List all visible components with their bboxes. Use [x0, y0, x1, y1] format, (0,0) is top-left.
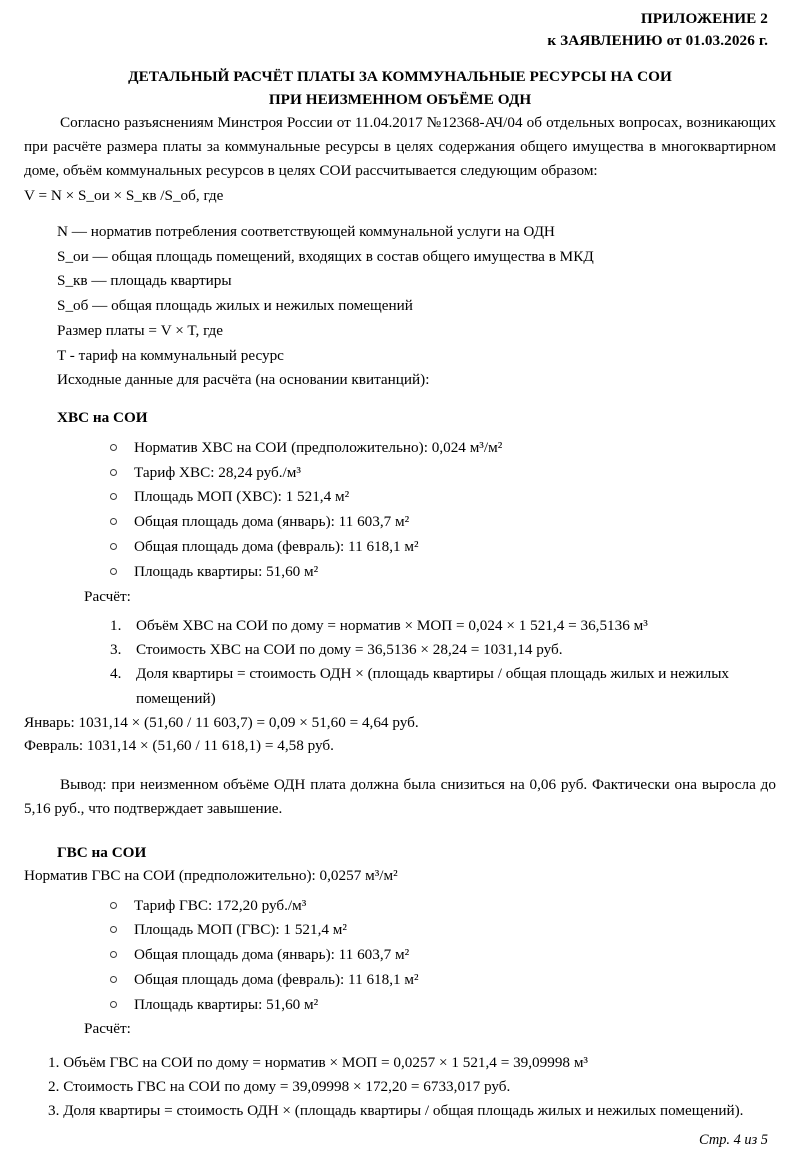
- page-title-line-2: ПРИ НЕИЗМЕННОМ ОБЪЁМЕ ОДН: [268, 90, 532, 108]
- hvs-house-area-jan: Общая площадь дома (январь): 11 603,7 м²: [134, 513, 410, 531]
- list-item: [110, 894, 776, 919]
- hvs-house-area-feb: Общая площадь дома (февраль): 11 618,1 м²: [134, 538, 419, 555]
- intro-paragraph: Согласно разъяснениям Минстроя России от 11.04.2017 №12368-АЧ/04 об отдельных вопросах, возникающих при расчёте размера платы за коммунальные ресурсы в целях содержания общего имущества в многоквартирном доме, объём коммунальных ресурсов в целях СОИ рассчитывается следующим образом:: [24, 113, 776, 180]
- gvs-tariff: Тариф ГВС: 172,20 руб./м³: [134, 896, 307, 914]
- formula-definition-tariff: T - тариф на коммунальный ресурс: [57, 346, 284, 364]
- gvs-norm-line: Норматив ГВС на СОИ (предположительно): 0,0257 м³/м²: [24, 867, 398, 885]
- gvs-calc-item-1: 1. Объём ГВС на СОИ по дому = норматив × МОП = 0,0257 × 1 521,4 = 39,09998 м³: [48, 1053, 588, 1071]
- list-item: [110, 560, 776, 585]
- hvs-norm: Норматив ХВС на СОИ (предположительно): 0,024 м³/м²: [134, 438, 503, 456]
- list-item: [110, 662, 776, 711]
- page-title-line-1: ДЕТАЛЬНЫЙ РАСЧЁТ ПЛАТЫ ЗА КОММУНАЛЬНЫЕ РЕСУРСЫ НА СОИ: [128, 68, 672, 86]
- hvs-calc-num-1: 1.: [110, 616, 122, 634]
- list-item: [110, 993, 776, 1018]
- hvs-calc-list: [24, 614, 776, 711]
- list-item: [110, 943, 776, 968]
- list-item: [110, 436, 776, 461]
- hvs-conclusion: Вывод: при неизменном объёме ОДН плата должна была снизиться на 0,06 руб. Фактически она выросла до 5,16 руб., что подтверждает завышение.: [24, 776, 776, 818]
- gvs-house-area-feb: Общая площадь дома (февраль): 11 618,1 м²: [134, 970, 419, 988]
- gvs-calc-item-3: 3. Доля квартиры = стоимость ОДН × (площадь квартиры / общая площадь жилых и нежилых помещений).: [48, 1102, 744, 1120]
- hvs-tariff: Тариф ХВС: 28,24 руб./м³: [134, 463, 301, 481]
- formula-definitions: [57, 220, 776, 393]
- list-item: [110, 510, 776, 535]
- gvs-flat-area: Площадь квартиры: 51,60 м²: [134, 995, 319, 1013]
- header-appendix-line: ПРИЛОЖЕНИЕ 2: [640, 10, 768, 27]
- list-item: [110, 638, 776, 662]
- list-item: [110, 614, 776, 638]
- hvs-calc-label: Расчёт:: [84, 587, 131, 605]
- list-item: [110, 968, 776, 993]
- formula-main: V = N × S_ои × S_кв /S_об, где: [24, 186, 224, 204]
- formula-definition-n: N — норматив потребления соответствующей коммунальной услуги на ОДН: [57, 222, 555, 240]
- list-item: [110, 461, 776, 486]
- list-item: [110, 918, 776, 943]
- document-header: [24, 8, 776, 52]
- header-statement-line: к ЗАЯВЛЕНИЮ от 01.03.2026 г.: [547, 32, 768, 50]
- hvs-calc-num-2: 3.: [110, 640, 122, 658]
- formula-definition-skv: S_кв — площадь квартиры: [57, 272, 232, 290]
- hvs-calc-num-3: 4.: [110, 665, 122, 683]
- page-title: [24, 66, 776, 110]
- hvs-calc-text-2: Стоимость ХВС на СОИ по дому = 36,5136 × 28,24 = 1031,14 руб.: [136, 640, 563, 658]
- hvs-flat-area: Площадь квартиры: 51,60 м²: [134, 562, 319, 580]
- gvs-calc-item-2: 2. Стоимость ГВС на СОИ по дому = 39,09998 × 172,20 = 6733,017 руб.: [48, 1077, 511, 1095]
- gvs-house-area-jan: Общая площадь дома (январь): 11 603,7 м²: [134, 946, 410, 964]
- document-body: [24, 8, 776, 1123]
- formula-payment-amount: Размер платы = V × T, где: [57, 321, 224, 339]
- page-footer: [24, 1132, 768, 1149]
- formula-definition-soi: S_ои — общая площадь помещений, входящих в состав общего имущества в МКД: [57, 247, 594, 265]
- gvs-calc-label: Расчёт:: [84, 1020, 131, 1038]
- hvs-calc-text-1: Объём ХВС на СОИ по дому = норматив × МОП = 0,024 × 1 521,4 = 36,5136 м³: [136, 616, 648, 634]
- gvs-mop-area: Площадь МОП (ГВС): 1 521,4 м²: [134, 921, 347, 939]
- hvs-february-result: Февраль: 1031,14 × (51,60 / 11 618,1) = 4,58 руб.: [24, 736, 334, 754]
- hvs-mop-area: Площадь МОП (ХВС): 1 521,4 м²: [134, 488, 350, 506]
- hvs-calc-text-3: Доля квартиры = стоимость ОДН × (площадь квартиры / общая площадь жилых и нежилых помещений): [136, 665, 730, 707]
- source-data-label: Исходные данные для расчёта (на основании квитанций):: [57, 371, 430, 389]
- list-item: [110, 485, 776, 510]
- hvs-data-list: [24, 436, 776, 585]
- list-item: [110, 535, 776, 560]
- section-heading-hvs: ХВС на СОИ: [57, 409, 148, 427]
- hvs-january-result: Январь: 1031,14 × (51,60 / 11 603,7) = 0,09 × 51,60 = 4,64 руб.: [24, 713, 419, 731]
- formula-definition-sob: S_об — общая площадь жилых и нежилых помещений: [57, 297, 413, 315]
- gvs-data-list: [24, 894, 776, 1018]
- page-number-label: Стр. 4 из 5: [699, 1132, 768, 1148]
- section-heading-gvs: ГВС на СОИ: [57, 843, 147, 861]
